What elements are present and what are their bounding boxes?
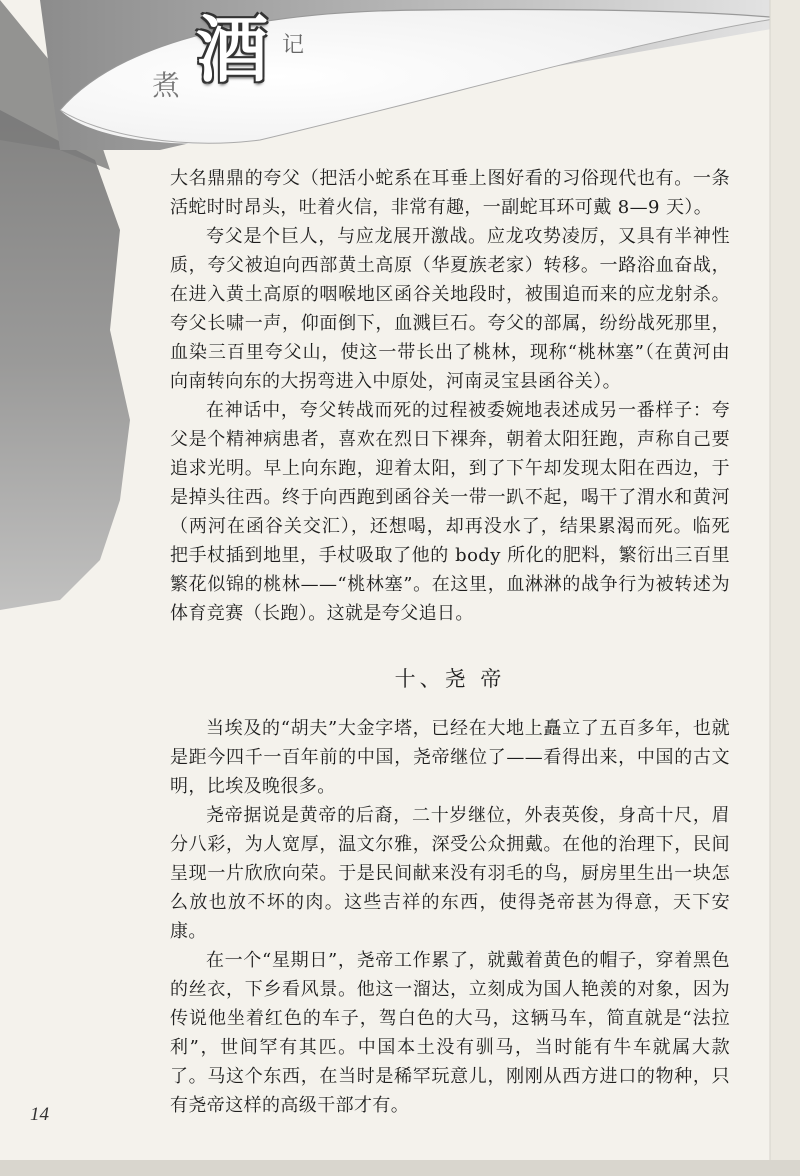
paragraph: 当埃及的“胡夫”大金字塔，已经在大地上矗立了五百多年，也就是距今四千一百年前的中国，尧帝继位了——看得出来，中国的古文明，比埃及晚很多。 (170, 718, 730, 797)
paragraph: 尧帝据说是黄帝的后裔，二十岁继位，外表英俊，身高十尺，眉分八彩，为人宽厚，温文尔雅，深受公众拥戴。在他的治理下，民间呈现一片欣欣向荣。于是民间献来没有羽毛的鸟，厨房里生出一块怎么放也放不坏的肉。这些吉祥的东西，使得尧帝甚为得意，天下安康。 (170, 805, 730, 942)
paragraph: 夸父是个巨人，与应龙展开激战。应龙攻势凌厉，又具有半神性质，夸父被迫向西部黄土高原（华夏族老家）转移。一路浴血奋战，在进入黄土高原的咽喉地区函谷关地段时，被围追而来的应龙射杀。夸父长啸一声，仰面倒下，血溅巨石。夸父的部属，纷纷战死那里，血染三百里夸父山，使这一带长出了桃林，现称“桃林塞”（在黄河由向南转向东的大拐弯进入中原处，河南灵宝县函谷关）。 (170, 226, 730, 392)
header-char-zhu: 煮 (152, 69, 181, 102)
paragraph: 在一个“星期日”，尧帝工作累了，就戴着黄色的帽子，穿着黑色的丝衣，下乡看风景。他这一溜达，立刻成为国人艳羡的对象，因为传说他坐着红色的车子，驾白色的大马，这辆马车，简直就是“法拉利”，世间罕有其匹。中国本土没有驯马，当时能有牛车就属大款了。马这个东西，在当时是稀罕玩意儿，刚刚从西方进口的物种，只有尧帝这样的高级干部才有。 (170, 950, 730, 1116)
section-heading: 十、尧 帝 (394, 667, 506, 691)
body-text (170, 164, 730, 1120)
paragraph: 大名鼎鼎的夸父（把活小蛇系在耳垂上图好看的习俗现代也有。一条活蛇时时昂头，吐着火信，非常有趣，一副蛇耳环可戴 8—9 天）。 (170, 168, 730, 218)
header-char-ji: 记 (282, 33, 305, 58)
paragraph: 在神话中，夸父转战而死的过程被委婉地表述成另一番样子：夸父是个精神病患者，喜欢在烈日下裸奔，朝着太阳狂跑，声称自己要追求光明。早上向东跑，迎着太阳，到了下午却发现太阳在西边，于是掉头往西。终于向西跑到函谷关一带一趴不起，喝干了渭水和黄河（两河在函谷关交汇），还想喝，却再没水了，结果累渴而死。临死把手杖插到地里，手杖吸取了他的 body 所化的肥料，繁衍出三百里繁花似锦的桃林——“桃林塞”。在这里，血淋淋的战争行为被转述为体育竞赛（长跑）。这就是夸父追日。 (170, 400, 730, 624)
page-number: 14 (30, 1104, 49, 1125)
header-char-jiu: 酒 (196, 7, 269, 92)
running-header-title (0, 0, 330, 130)
